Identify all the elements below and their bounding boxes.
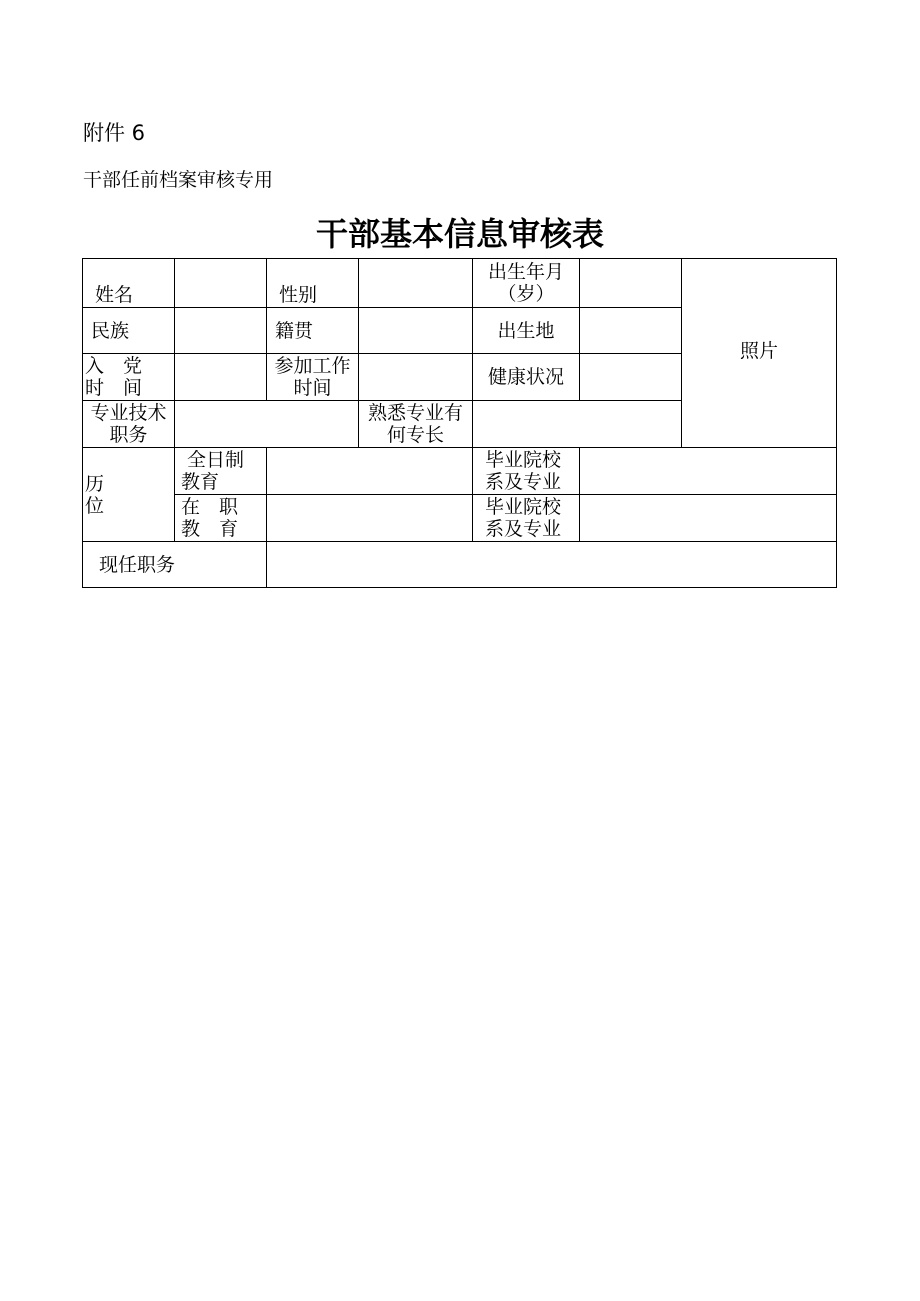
inservice-education-label-line2: 教 育 xyxy=(181,518,239,540)
expertise-label xyxy=(359,401,473,448)
inservice-education-label-line1: 在 职 xyxy=(181,496,239,518)
professional-title-label-line2: 职务 xyxy=(109,424,148,446)
inservice-graduated-school-value-cell[interactable] xyxy=(580,495,837,542)
photo-label: 照片 xyxy=(739,340,778,362)
native-place-value-cell[interactable] xyxy=(359,308,473,354)
gender-value-cell[interactable] xyxy=(359,259,473,308)
education-degree-label xyxy=(83,448,175,542)
ethnicity-label: 民族 xyxy=(83,308,175,354)
gender-label: 性别 xyxy=(267,259,359,308)
fulltime-graduated-line1: 毕业院校 xyxy=(485,449,562,471)
birth-date-label-line2: （岁） xyxy=(497,283,555,305)
fulltime-graduated-school-value-cell[interactable] xyxy=(580,448,837,495)
expertise-label-line1: 熟悉专业有 xyxy=(367,402,463,424)
party-join-date-value-cell[interactable] xyxy=(175,354,267,401)
expertise-label-line2: 何专长 xyxy=(386,424,444,446)
form-title: 干部基本信息审核表 xyxy=(315,215,604,253)
work-start-date-label xyxy=(267,354,359,401)
party-join-date-label xyxy=(83,354,175,401)
table-row xyxy=(83,259,837,308)
photo-cell[interactable] xyxy=(682,259,837,448)
form-subtitle: 干部任前档案审核专用 xyxy=(83,169,274,191)
ethnicity-value-cell[interactable] xyxy=(175,308,267,354)
expertise-value-cell[interactable] xyxy=(473,401,682,448)
native-place-label: 籍贯 xyxy=(267,308,359,354)
table-row xyxy=(83,448,837,495)
party-join-label-line2: 时 间 xyxy=(85,377,143,399)
current-position-value-cell[interactable] xyxy=(267,542,837,588)
work-start-label-line1: 参加工作 xyxy=(274,355,351,377)
inservice-graduated-line1: 毕业院校 xyxy=(485,496,562,518)
table-row xyxy=(83,495,837,542)
cadre-info-table xyxy=(82,258,837,588)
party-join-label-line1: 入 党 xyxy=(85,355,143,377)
fulltime-education-label xyxy=(175,448,267,495)
birth-date-value-cell[interactable] xyxy=(580,259,682,308)
fulltime-graduated-line2: 系及专业 xyxy=(485,471,562,493)
education-degree-label-line1: 历 xyxy=(85,472,105,495)
current-position-label: 现任职务 xyxy=(83,542,267,588)
birth-date-label xyxy=(473,259,580,308)
professional-title-value-cell[interactable] xyxy=(175,401,359,448)
inservice-graduated-school-label xyxy=(473,495,580,542)
fulltime-education-label-line2: 教育 xyxy=(181,471,220,493)
professional-title-label-line1: 专业技术 xyxy=(90,402,167,424)
professional-title-label xyxy=(83,401,175,448)
health-label: 健康状况 xyxy=(473,354,580,401)
attachment-label: 附件 6 xyxy=(83,121,146,145)
work-start-date-value-cell[interactable] xyxy=(359,354,473,401)
table-row xyxy=(83,542,837,588)
inservice-education-label xyxy=(175,495,267,542)
name-value-cell[interactable] xyxy=(175,259,267,308)
health-value-cell[interactable] xyxy=(580,354,682,401)
name-label: 姓名 xyxy=(83,259,175,308)
birthplace-value-cell[interactable] xyxy=(580,308,682,354)
inservice-graduated-line2: 系及专业 xyxy=(485,518,562,540)
fulltime-education-label-line1: 全日制 xyxy=(187,449,245,471)
birthplace-label: 出生地 xyxy=(473,308,580,354)
fulltime-education-value-cell[interactable] xyxy=(267,448,473,495)
education-degree-label-line2: 位 xyxy=(85,494,105,517)
fulltime-graduated-school-label xyxy=(473,448,580,495)
birth-date-label-line1: 出生年月 xyxy=(487,261,564,283)
work-start-label-line2: 时间 xyxy=(293,377,332,399)
inservice-education-value-cell[interactable] xyxy=(267,495,473,542)
